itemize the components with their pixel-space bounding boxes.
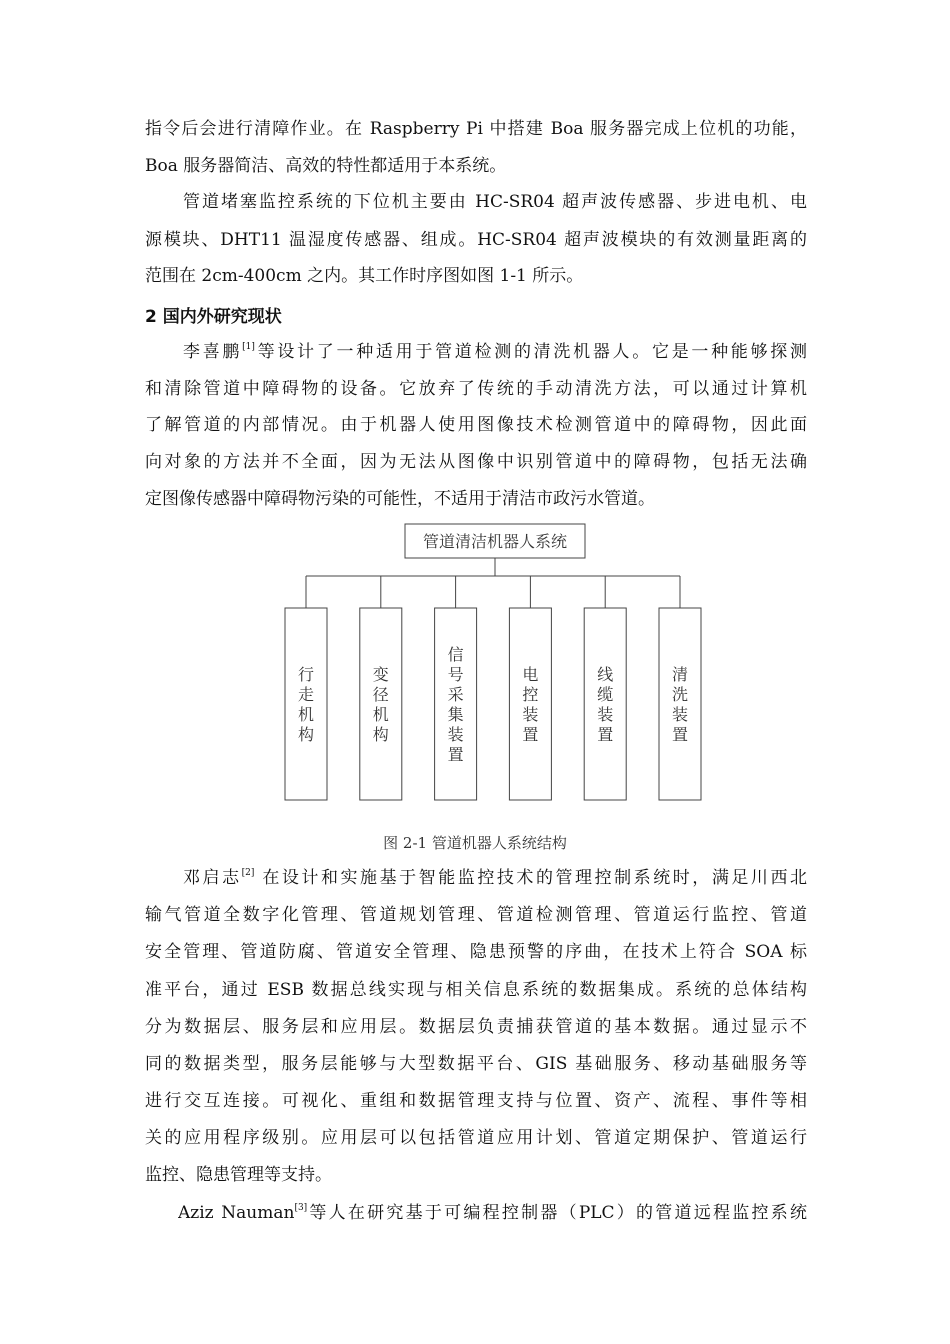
paragraph-line: 了解管道的内部情况。由于机器人使用图像技术检测管道中的障碍物，因此面 — [145, 415, 807, 435]
child-node-label-char: 洗 — [671, 685, 689, 704]
child-node-label-char: 采 — [447, 685, 464, 704]
author-name: Aziz Nauman — [178, 1203, 295, 1223]
paragraph-line: 监控、隐患管理等支持。 — [145, 1165, 332, 1185]
child-node-label-char: 变 — [372, 665, 389, 684]
paragraph-line: 源模块、DHT11 温湿度传感器、组成。HC-SR04 超声波模块的有效测量距离的 — [145, 230, 807, 250]
child-node-label-char: 构 — [297, 725, 315, 744]
child-node-label-char: 机 — [297, 705, 315, 724]
child-node-label-char: 清 — [671, 665, 689, 684]
child-node-label-char: 线 — [597, 665, 614, 684]
child-node-label-char: 置 — [597, 725, 614, 744]
child-node-label-char: 缆 — [597, 685, 614, 704]
citation-ref[interactable]: [3] — [294, 1203, 308, 1213]
child-node-label-char: 号 — [447, 665, 464, 684]
child-node-label-char: 装 — [522, 705, 539, 724]
child-node-label-char: 装 — [447, 725, 464, 744]
citation-ref[interactable]: [2] — [241, 868, 255, 878]
line-text: 等设计了一种适用于管道检测的清洗机器人。它是一种能够探测 — [254, 342, 807, 362]
child-node-label-char: 装 — [597, 705, 614, 724]
child-node-label-char: 装 — [671, 705, 689, 724]
child-node-label-char: 置 — [447, 745, 464, 764]
paragraph-line: 和清除管道中障碍物的设备。它放弃了传统的手动清洗方法，可以通过计算机 — [145, 379, 807, 399]
child-node-label-char: 机 — [372, 705, 389, 724]
paragraph-line: 同的数据类型，服务层能够与大型数据平台、GIS 基础服务、移动基础服务等 — [145, 1054, 807, 1074]
paragraph-line: 向对象的方法并不全面，因为无法从图像中识别管道中的障碍物，包括无法确 — [145, 452, 807, 472]
root-node-label: 管道清洁机器人系统 — [422, 532, 568, 551]
paragraph-line: 定图像传感器中障碍物污染的可能性，不适用于清洁市政污水管道。 — [145, 489, 655, 509]
child-node-label-char: 走 — [297, 685, 315, 704]
paragraph-line — [178, 1203, 807, 1223]
paragraph-line: 范围在 2cm-400cm 之内。其工作时序图如图 1-1 所示。 — [145, 266, 584, 286]
author-name: 李喜鹏 — [183, 342, 243, 362]
child-node-label-char: 行 — [297, 665, 315, 684]
section-heading: 2 国内外研究现状 — [145, 307, 282, 327]
child-node-label-char: 构 — [372, 725, 389, 744]
paragraph-line: 安全管理、管道防腐、管道安全管理、隐患预警的序曲，在技术上符合 SOA 标 — [145, 942, 807, 962]
child-node-label-char: 置 — [671, 725, 689, 744]
system-structure-diagram — [280, 520, 710, 810]
child-node-label-char: 集 — [447, 705, 464, 724]
paragraph-line — [183, 342, 807, 362]
child-node-box — [509, 608, 551, 800]
child-node-box — [584, 608, 626, 800]
paragraph-line — [183, 868, 807, 888]
figure-caption: 图 2-1 管道机器人系统结构 — [383, 834, 567, 852]
paragraph-line: 关的应用程序级别。应用层可以包括管道应用计划、管道定期保护、管道运行 — [145, 1128, 807, 1148]
line-text: 在设计和实施基于智能监控技术的管理控制系统时，满足川西北 — [254, 868, 807, 888]
child-node-label-char: 置 — [522, 725, 539, 744]
child-node-box — [285, 608, 327, 800]
paragraph-line: 指令后会进行清障作业。在 Raspberry Pi 中搭建 Boa 服务器完成上位机的功能， — [145, 119, 807, 139]
child-node-label-char: 控 — [522, 685, 539, 704]
citation-ref[interactable]: [1] — [242, 342, 255, 352]
paragraph-line: Boa 服务器简洁、高效的特性都适用于本系统。 — [145, 156, 507, 176]
child-node-label-char: 信 — [447, 645, 464, 664]
paragraph-line: 输气管道全数字化管理、管道规划管理、管道检测管理、管道运行监控、管道 — [145, 905, 807, 925]
child-node-label-char: 电 — [522, 665, 539, 684]
child-node-box — [360, 608, 402, 800]
author-name: 邓启志 — [183, 868, 242, 888]
paragraph-line: 准平台，通过 ESB 数据总线实现与相关信息系统的数据集成。系统的总体结构 — [145, 980, 807, 1000]
child-node-label-char: 径 — [372, 685, 389, 704]
child-node-box — [659, 608, 701, 800]
line-text: 等人在研究基于可编程控制器（PLC）的管道远程监控系统 — [307, 1203, 807, 1223]
paragraph-line: 分为数据层、服务层和应用层。数据层负责捕获管道的基本数据。通过显示不 — [145, 1017, 807, 1037]
paragraph-line: 进行交互连接。可视化、重组和数据管理支持与位置、资产、流程、事件等相 — [145, 1091, 807, 1111]
paragraph-line: 管道堵塞监控系统的下位机主要由 HC-SR04 超声波传感器、步进电机、电 — [183, 192, 807, 212]
child-node-box — [435, 608, 477, 800]
